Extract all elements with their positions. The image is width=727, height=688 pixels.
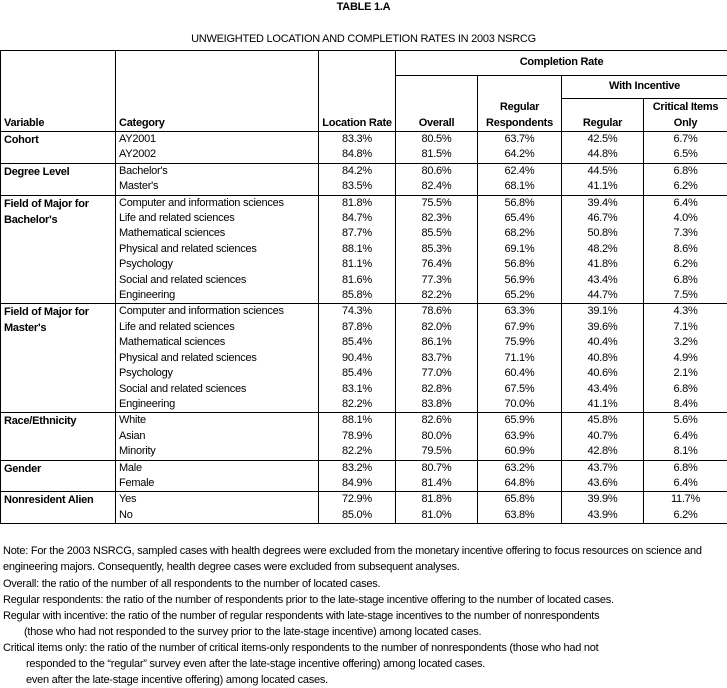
category-cell: Physical and related sciences [116, 242, 319, 257]
header-completion-rate: Completion Rate [396, 51, 727, 76]
header-regular-respondents: Regular Respondents [478, 76, 562, 132]
category-cell: Social and related sciences [116, 273, 319, 288]
completion-rates-table [0, 50, 727, 524]
table-row [1, 163, 727, 179]
incentive-regular-cell: 42.5% [562, 132, 644, 148]
header-location-rate: Location Rate [319, 51, 396, 132]
incentive-regular-cell: 46.7% [562, 211, 644, 226]
critical-items-cell: 6.2% [644, 179, 727, 195]
overall-cell: 82.3% [396, 211, 478, 226]
incentive-regular-cell: 39.9% [562, 492, 644, 508]
overall-cell: 80.7% [396, 460, 478, 476]
incentive-regular-cell: 39.6% [562, 320, 644, 335]
incentive-regular-cell: 39.4% [562, 195, 644, 211]
critical-items-cell: 4.3% [644, 304, 727, 320]
location-rate-cell: 78.9% [319, 429, 396, 444]
regular-respondents-cell: 60.9% [478, 444, 562, 460]
location-rate-cell: 85.8% [319, 288, 396, 304]
incentive-regular-cell: 45.8% [562, 413, 644, 429]
regular-respondents-cell: 56.9% [478, 273, 562, 288]
note-line: Note: For the 2003 NSRCG, sampled cases with health degrees were excluded from the monetary incentive offering to focus resources on science and engineering majors. Consequently, health degree cases were excluded from subsequent analyses. [3, 545, 702, 573]
critical-items-cell: 6.2% [644, 508, 727, 524]
overall-cell: 80.0% [396, 429, 478, 444]
note-line: Regular respondents: the ratio of the number of respondents prior to the late-stage incentive offering to the number of located cases. [3, 594, 614, 606]
category-cell: Psychology [116, 257, 319, 272]
table-row [1, 195, 727, 211]
location-rate-cell: 84.9% [319, 476, 396, 492]
variable-cell: Field of Major for Bachelor's [1, 195, 116, 304]
regular-respondents-cell: 64.2% [478, 147, 562, 163]
category-cell: Bachelor's [116, 163, 319, 179]
variable-cell: Gender [1, 460, 116, 492]
critical-items-cell: 8.4% [644, 397, 727, 413]
overall-cell: 75.5% [396, 195, 478, 211]
incentive-regular-cell: 41.8% [562, 257, 644, 272]
variable-cell: Cohort [1, 132, 116, 164]
table-body [1, 132, 727, 524]
category-cell: No [116, 508, 319, 524]
regular-respondents-cell: 63.9% [478, 429, 562, 444]
category-cell: Computer and information sciences [116, 304, 319, 320]
location-rate-cell: 85.4% [319, 366, 396, 381]
overall-cell: 82.0% [396, 320, 478, 335]
critical-items-cell: 4.9% [644, 351, 727, 366]
location-rate-cell: 74.3% [319, 304, 396, 320]
regular-respondents-cell: 63.8% [478, 508, 562, 524]
regular-respondents-cell: 65.4% [478, 211, 562, 226]
location-rate-cell: 85.0% [319, 508, 396, 524]
header-with-incentive: With Incentive [562, 76, 727, 99]
location-rate-cell: 72.9% [319, 492, 396, 508]
incentive-regular-cell: 39.1% [562, 304, 644, 320]
incentive-regular-cell: 44.8% [562, 147, 644, 163]
note-line: Regular with incentive: the ratio of the number of regular respondents with late-stage incentives to the number of nonrespondents [3, 610, 600, 622]
header-regular: Regular [562, 99, 644, 132]
overall-cell: 83.7% [396, 351, 478, 366]
overall-cell: 82.8% [396, 382, 478, 397]
location-rate-cell: 83.2% [319, 460, 396, 476]
overall-cell: 86.1% [396, 335, 478, 350]
table-subtitle: UNWEIGHTED LOCATION AND COMPLETION RATES IN 2003 NSRCG [191, 33, 536, 45]
critical-items-cell: 2.1% [644, 366, 727, 381]
overall-cell: 80.6% [396, 163, 478, 179]
variable-cell: Nonresident Alien [1, 492, 116, 524]
overall-cell: 76.4% [396, 257, 478, 272]
incentive-regular-cell: 42.8% [562, 444, 644, 460]
overall-cell: 85.5% [396, 226, 478, 241]
incentive-regular-cell: 43.4% [562, 273, 644, 288]
regular-respondents-cell: 67.5% [478, 382, 562, 397]
overall-cell: 77.0% [396, 366, 478, 381]
category-cell: Master's [116, 179, 319, 195]
location-rate-cell: 84.2% [319, 163, 396, 179]
critical-items-cell: 6.4% [644, 476, 727, 492]
category-cell: Social and related sciences [116, 382, 319, 397]
regular-respondents-cell: 63.7% [478, 132, 562, 148]
note-line: Critical items only: the ratio of the number of critical items-only respondents to the number of nonrespondents (those who had not [3, 642, 599, 654]
category-cell: Life and related sciences [116, 211, 319, 226]
critical-items-cell: 6.5% [644, 147, 727, 163]
location-rate-cell: 84.7% [319, 211, 396, 226]
overall-cell: 82.2% [396, 288, 478, 304]
regular-respondents-cell: 75.9% [478, 335, 562, 350]
location-rate-cell: 85.4% [319, 335, 396, 350]
location-rate-cell: 81.8% [319, 195, 396, 211]
location-rate-cell: 83.1% [319, 382, 396, 397]
incentive-regular-cell: 44.7% [562, 288, 644, 304]
category-cell: Psychology [116, 366, 319, 381]
table-row [1, 413, 727, 429]
critical-items-cell: 6.4% [644, 195, 727, 211]
incentive-regular-cell: 44.5% [562, 163, 644, 179]
variable-cell: Field of Major for Master's [1, 304, 116, 413]
location-rate-cell: 84.8% [319, 147, 396, 163]
category-cell: Mathematical sciences [116, 335, 319, 350]
category-cell: Mathematical sciences [116, 226, 319, 241]
category-cell: Engineering [116, 397, 319, 413]
incentive-regular-cell: 43.7% [562, 460, 644, 476]
category-cell: Computer and information sciences [116, 195, 319, 211]
category-cell: Minority [116, 444, 319, 460]
incentive-regular-cell: 50.8% [562, 226, 644, 241]
location-rate-cell: 82.2% [319, 444, 396, 460]
category-cell: Life and related sciences [116, 320, 319, 335]
category-cell: White [116, 413, 319, 429]
location-rate-cell: 87.7% [319, 226, 396, 241]
regular-respondents-cell: 65.2% [478, 288, 562, 304]
location-rate-cell: 88.1% [319, 413, 396, 429]
critical-items-cell: 4.0% [644, 211, 727, 226]
critical-items-cell: 8.1% [644, 444, 727, 460]
category-cell: Engineering [116, 288, 319, 304]
overall-cell: 79.5% [396, 444, 478, 460]
header-variable: Variable [1, 51, 116, 132]
critical-items-cell: 7.3% [644, 226, 727, 241]
regular-respondents-cell: 68.1% [478, 179, 562, 195]
location-rate-cell: 82.2% [319, 397, 396, 413]
regular-respondents-cell: 71.1% [478, 351, 562, 366]
regular-respondents-cell: 70.0% [478, 397, 562, 413]
table-title: TABLE 1.A [336, 1, 391, 13]
category-cell: AY2001 [116, 132, 319, 148]
category-cell: Physical and related sciences [116, 351, 319, 366]
critical-items-cell: 6.4% [644, 429, 727, 444]
location-rate-cell: 83.3% [319, 132, 396, 148]
table-row [1, 492, 727, 508]
regular-respondents-cell: 64.8% [478, 476, 562, 492]
regular-respondents-cell: 69.1% [478, 242, 562, 257]
overall-cell: 81.5% [396, 147, 478, 163]
overall-cell: 83.8% [396, 397, 478, 413]
critical-items-cell: 6.8% [644, 163, 727, 179]
note-line: (those who had not responded to the survey prior to the late-stage incentive) among located cases. [24, 626, 482, 638]
overall-cell: 77.3% [396, 273, 478, 288]
location-rate-cell: 81.6% [319, 273, 396, 288]
note-line: responded to the “regular” survey even after the late-stage incentive offering) among located cases. [26, 658, 486, 670]
category-cell: Male [116, 460, 319, 476]
location-rate-cell: 83.5% [319, 179, 396, 195]
critical-items-cell: 6.2% [644, 257, 727, 272]
incentive-regular-cell: 41.1% [562, 397, 644, 413]
critical-items-cell: 8.6% [644, 242, 727, 257]
category-cell: Female [116, 476, 319, 492]
critical-items-cell: 11.7% [644, 492, 727, 508]
location-rate-cell: 88.1% [319, 242, 396, 257]
incentive-regular-cell: 43.6% [562, 476, 644, 492]
overall-cell: 81.0% [396, 508, 478, 524]
overall-cell: 82.4% [396, 179, 478, 195]
incentive-regular-cell: 43.9% [562, 508, 644, 524]
critical-items-cell: 6.8% [644, 273, 727, 288]
critical-items-cell: 6.7% [644, 132, 727, 148]
header-critical-items-only: Critical Items Only [644, 99, 727, 132]
table-row [1, 304, 727, 320]
regular-respondents-cell: 65.8% [478, 492, 562, 508]
regular-respondents-cell: 63.2% [478, 460, 562, 476]
location-rate-cell: 81.1% [319, 257, 396, 272]
incentive-regular-cell: 40.8% [562, 351, 644, 366]
critical-items-cell: 6.8% [644, 382, 727, 397]
overall-cell: 80.5% [396, 132, 478, 148]
regular-respondents-cell: 68.2% [478, 226, 562, 241]
incentive-regular-cell: 40.4% [562, 335, 644, 350]
incentive-regular-cell: 48.2% [562, 242, 644, 257]
header-overall: Overall [396, 76, 478, 132]
overall-cell: 81.8% [396, 492, 478, 508]
note-line: even after the late-stage incentive offering) among located cases. [26, 674, 328, 686]
table-notes [3, 543, 725, 688]
table-row [1, 132, 727, 148]
header-category: Category [116, 51, 319, 132]
overall-cell: 81.4% [396, 476, 478, 492]
variable-cell: Degree Level [1, 163, 116, 195]
incentive-regular-cell: 43.4% [562, 382, 644, 397]
critical-items-cell: 7.1% [644, 320, 727, 335]
regular-respondents-cell: 63.3% [478, 304, 562, 320]
location-rate-cell: 90.4% [319, 351, 396, 366]
variable-cell: Race/Ethnicity [1, 413, 116, 460]
regular-respondents-cell: 65.9% [478, 413, 562, 429]
regular-respondents-cell: 62.4% [478, 163, 562, 179]
regular-respondents-cell: 56.8% [478, 195, 562, 211]
overall-cell: 82.6% [396, 413, 478, 429]
critical-items-cell: 3.2% [644, 335, 727, 350]
regular-respondents-cell: 60.4% [478, 366, 562, 381]
location-rate-cell: 87.8% [319, 320, 396, 335]
category-cell: Yes [116, 492, 319, 508]
incentive-regular-cell: 41.1% [562, 179, 644, 195]
critical-items-cell: 7.5% [644, 288, 727, 304]
overall-cell: 85.3% [396, 242, 478, 257]
category-cell: AY2002 [116, 147, 319, 163]
note-line: Overall: the ratio of the number of all respondents to the number of located cases. [3, 578, 381, 590]
table-row [1, 460, 727, 476]
regular-respondents-cell: 56.8% [478, 257, 562, 272]
critical-items-cell: 5.6% [644, 413, 727, 429]
overall-cell: 78.6% [396, 304, 478, 320]
incentive-regular-cell: 40.7% [562, 429, 644, 444]
category-cell: Asian [116, 429, 319, 444]
critical-items-cell: 6.8% [644, 460, 727, 476]
regular-respondents-cell: 67.9% [478, 320, 562, 335]
incentive-regular-cell: 40.6% [562, 366, 644, 381]
